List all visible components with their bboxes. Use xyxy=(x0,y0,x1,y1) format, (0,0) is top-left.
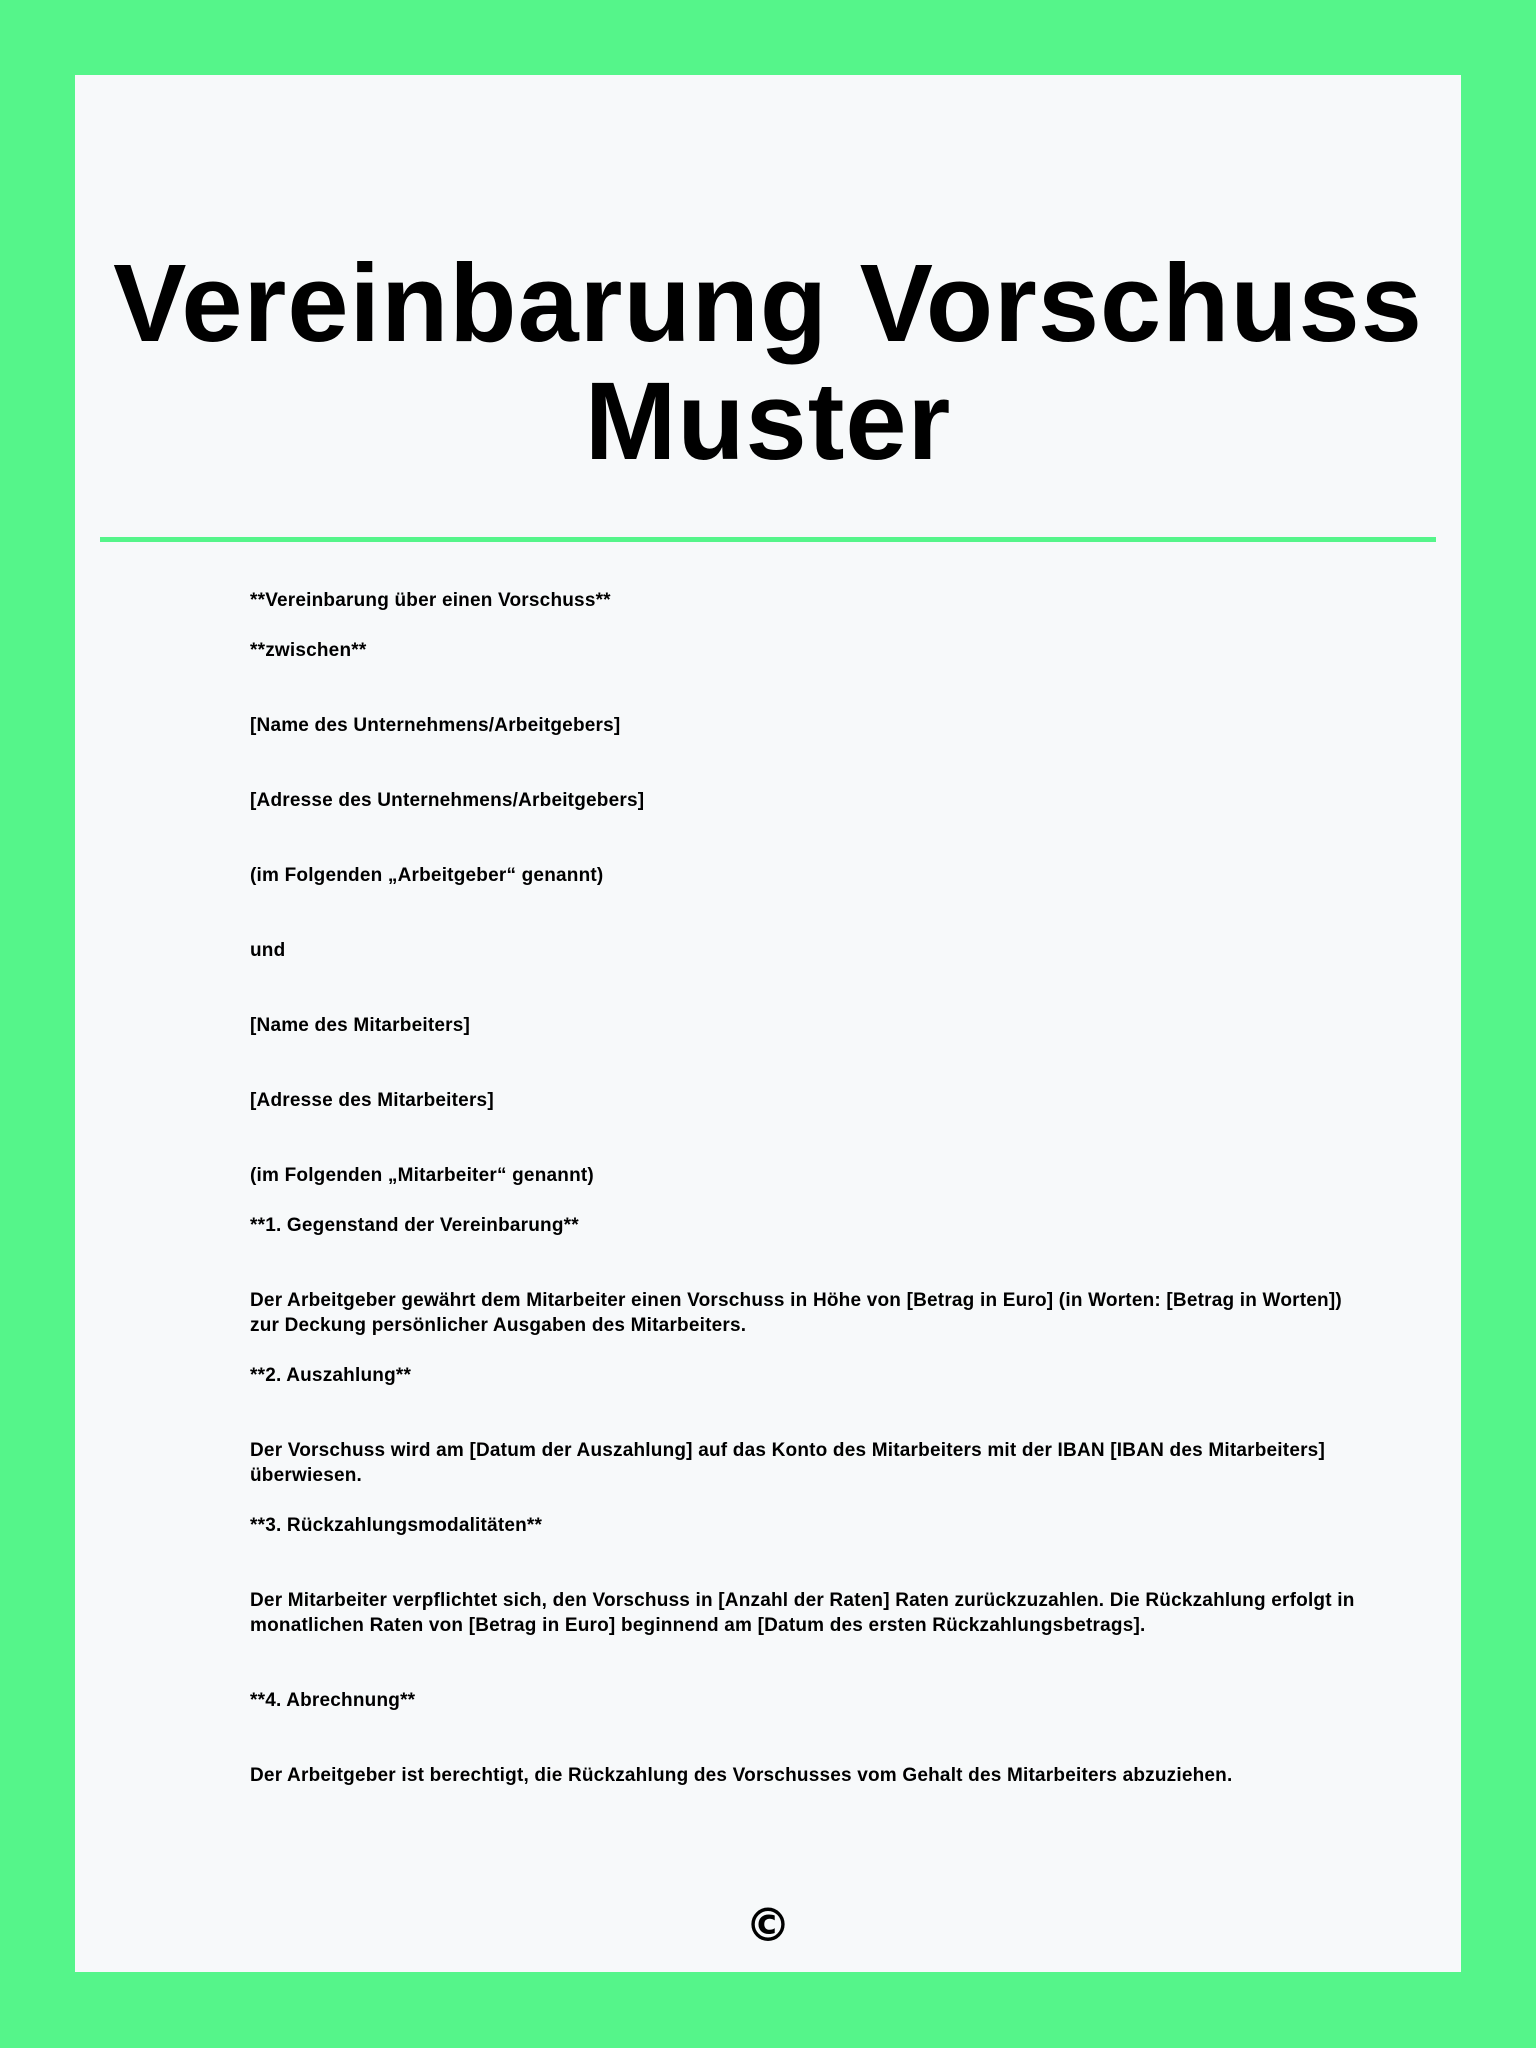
document-title: Vereinbarung Vorschuss Muster xyxy=(113,242,1423,483)
section-3-text: Der Mitarbeiter verpflichtet sich, den Vorschuss in [Anzahl der Raten] Raten zurückzuzahlen. Die Rückzahlung erfolgt in monatlichen Raten von [Betrag in Euro] beginnend am [Datum des ersten Rückzahlungsbetrags]. xyxy=(250,1590,1355,1636)
copyright-icon: © xyxy=(745,1898,791,1952)
section-1-heading: **1. Gegenstand der Vereinbarung** xyxy=(250,1215,579,1236)
section-4-heading: **4. Abrechnung** xyxy=(250,1690,416,1711)
section-2-text: Der Vorschuss wird am [Datum der Auszahlung] auf das Konto des Mitarbeiters mit der IBAN [IBAN des Mitarbeiters] überwiesen. xyxy=(250,1440,1325,1486)
conjunction-and: und xyxy=(250,940,286,961)
employer-name-placeholder: [Name des Unternehmens/Arbeitgebers] xyxy=(250,715,621,736)
document-page xyxy=(75,75,1461,1972)
employer-address-placeholder: [Adresse des Unternehmens/Arbeitgebers] xyxy=(250,790,645,811)
heading-between: **zwischen** xyxy=(250,640,367,661)
employee-name-placeholder: [Name des Mitarbeiters] xyxy=(250,1015,471,1036)
title-divider xyxy=(100,537,1436,542)
section-3-heading: **3. Rückzahlungsmodalitäten** xyxy=(250,1515,543,1536)
section-1-text: Der Arbeitgeber gewährt dem Mitarbeiter einen Vorschuss in Höhe von [Betrag in Euro] (in Worten: [Betrag in Worten]) zur Deckung persönlicher Ausgaben des Mitarbeiters. xyxy=(250,1290,1342,1336)
section-2-heading: **2. Auszahlung** xyxy=(250,1365,412,1386)
section-4-text: Der Arbeitgeber ist berechtigt, die Rückzahlung des Vorschusses vom Gehalt des Mitarbeiters abzuziehen. xyxy=(250,1765,1233,1786)
employee-address-placeholder: [Adresse des Mitarbeiters] xyxy=(250,1090,494,1111)
heading-agreement: **Vereinbarung über einen Vorschuss** xyxy=(250,590,611,611)
employee-designation: (im Folgenden „Mitarbeiter“ genannt) xyxy=(250,1165,594,1186)
employer-designation: (im Folgenden „Arbeitgeber“ genannt) xyxy=(250,865,604,886)
